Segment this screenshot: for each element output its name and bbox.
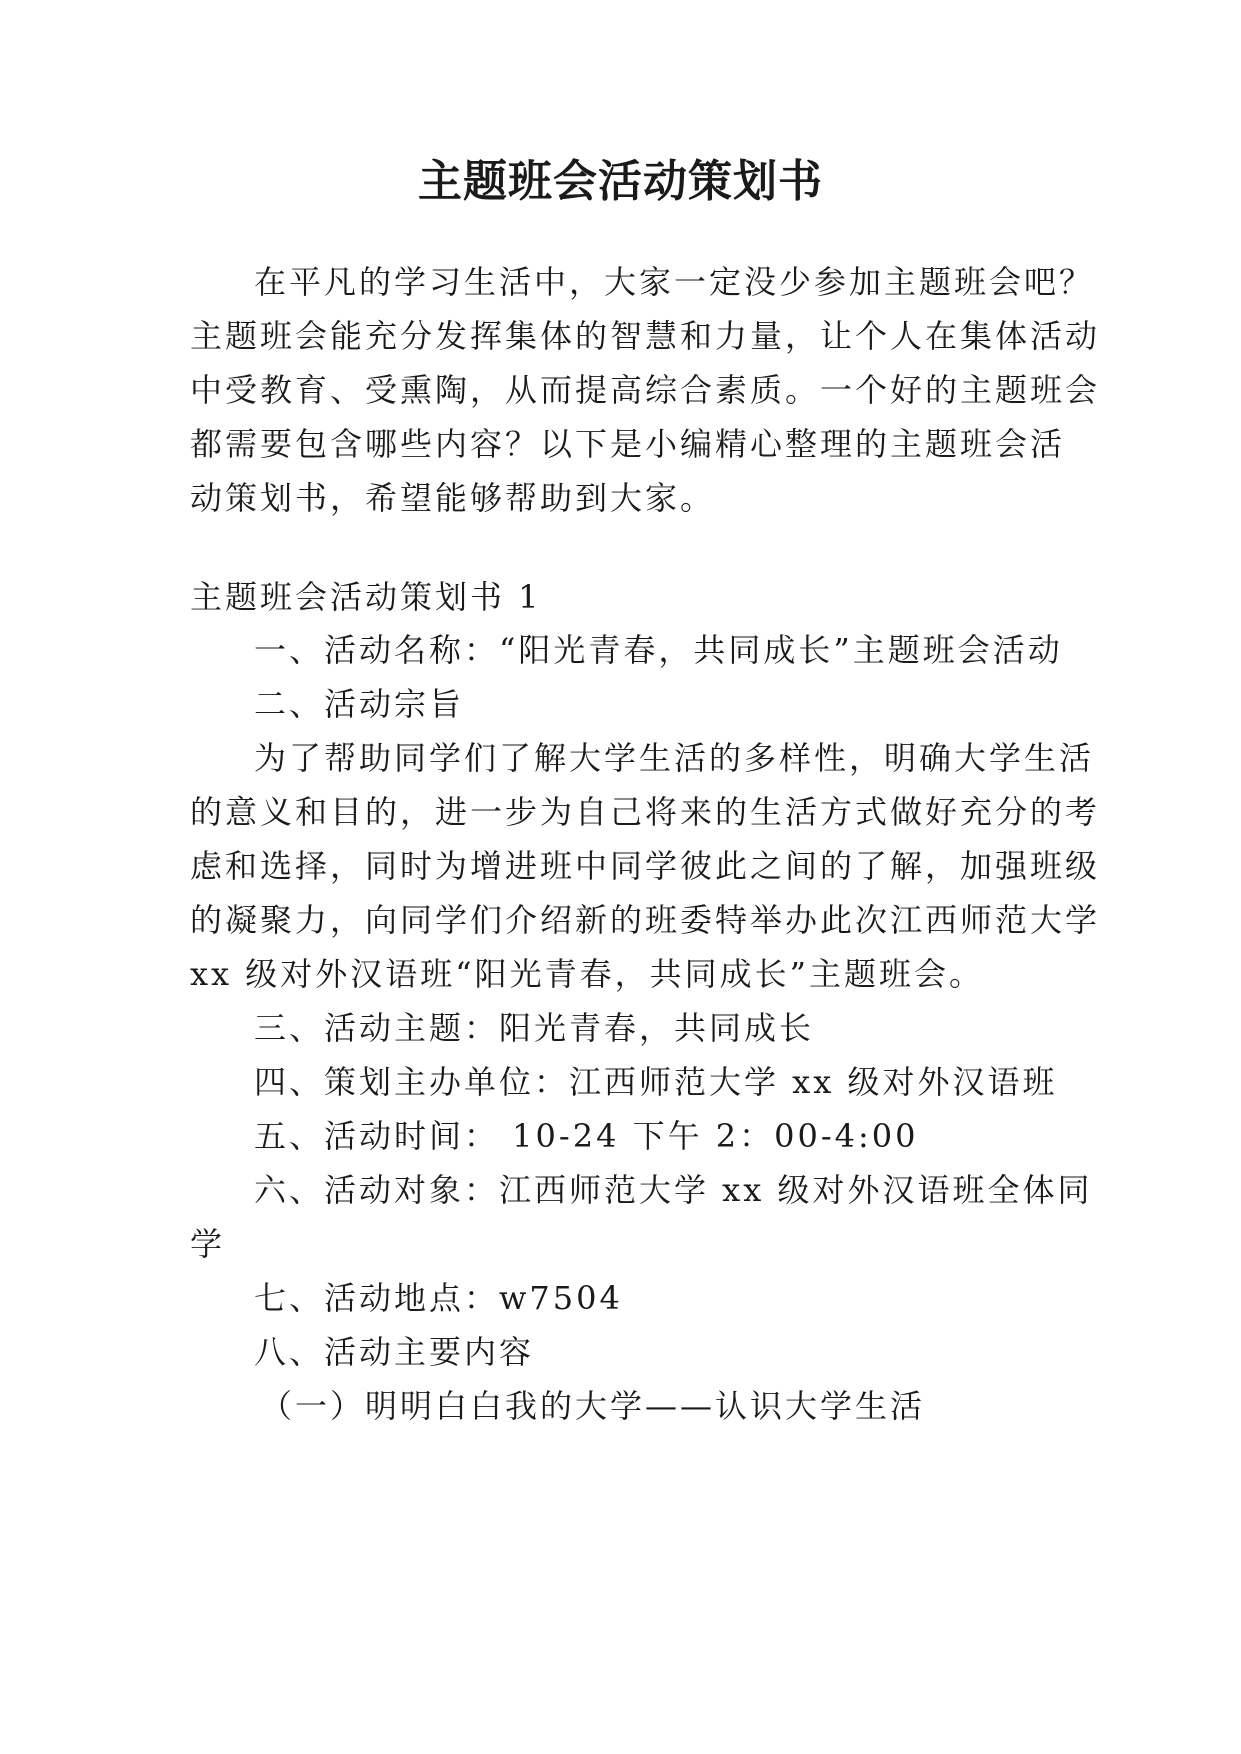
section-heading: 主题班会活动策划书 1 <box>190 578 542 616</box>
document-title: 主题班会活动策划书 <box>418 156 823 207</box>
item-organizer: 四、策划主办单位：江西师范大学 xx 级对外汉语班 <box>254 1063 1058 1101</box>
item-time: 五、活动时间： 10-24 下午 2：00-4:00 <box>254 1117 919 1155</box>
purpose-line-4: 的凝聚力，向同学们介绍新的班委特举办此次江西师范大学 <box>190 901 1101 939</box>
item-theme: 三、活动主题：阳光青春，共同成长 <box>254 1009 815 1047</box>
item-audience-line-2: 学 <box>190 1225 226 1263</box>
item-audience-line-1: 六、活动对象：江西师范大学 xx 级对外汉语班全体同 <box>254 1171 1093 1209</box>
item-location: 七、活动地点：w7504 <box>254 1279 623 1317</box>
item-content-heading: 八、活动主要内容 <box>254 1333 535 1371</box>
item-content-subsection-1: （一）明明白白我的大学——认识大学生活 <box>260 1387 926 1425</box>
intro-line-5: 动策划书，希望能够帮助到大家。 <box>190 479 716 517</box>
purpose-line-1: 为了帮助同学们了解大学生活的多样性，明确大学生活 <box>254 739 1095 777</box>
purpose-line-3: 虑和选择，同时为增进班中同学彼此之间的了解，加强班级 <box>190 847 1101 885</box>
item-purpose-heading: 二、活动宗旨 <box>254 685 465 723</box>
intro-line-3: 中受教育、受熏陶，从而提高综合素质。一个好的主题班会 <box>190 371 1101 409</box>
purpose-line-2: 的意义和目的，进一步为自己将来的生活方式做好充分的考 <box>190 793 1101 831</box>
intro-line-1: 在平凡的学习生活中，大家一定没少参加主题班会吧？ <box>254 263 1095 301</box>
intro-line-4: 都需要包含哪些内容？以下是小编精心整理的主题班会活 <box>190 425 1066 463</box>
item-activity-name: 一、活动名称：“阳光青春，共同成长”主题班会活动 <box>254 631 1063 669</box>
purpose-line-5: xx 级对外汉语班“阳光青春，共同成长”主题班会。 <box>190 955 984 993</box>
intro-line-2: 主题班会能充分发挥集体的智慧和力量，让个人在集体活动 <box>190 317 1101 355</box>
